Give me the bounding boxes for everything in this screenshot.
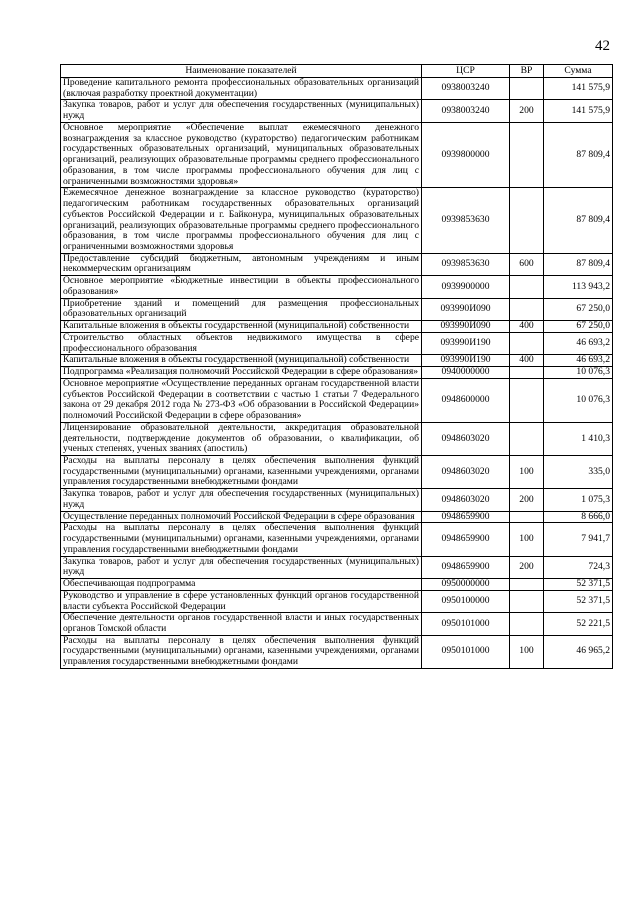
row-name-cell: Подпрограмма «Реализация полномочий Российской Федерации в сфере образования»	[61, 367, 422, 379]
table-row	[61, 100, 613, 122]
table-row	[61, 122, 613, 187]
row-sum-cell: 46 693,2	[544, 332, 613, 354]
table-header-row	[61, 65, 613, 78]
row-name-cell: Руководство и управление в сфере установленных функций органов государственной власти субъекта Российской Федерации	[61, 590, 422, 612]
row-sum-cell: 87 809,4	[544, 188, 613, 253]
row-vr-cell	[510, 276, 544, 298]
row-vr-cell	[510, 613, 544, 635]
row-csr-cell: 0948603020	[422, 422, 510, 455]
row-csr-cell: 0939800000	[422, 122, 510, 187]
table-row	[61, 523, 613, 556]
row-csr-cell: 093990И090	[422, 298, 510, 320]
row-vr-cell	[510, 78, 544, 100]
row-name-cell: Ежемесячное денежное вознаграждение за классное руководство (кураторство) педагогическим работникам государственных образовательных организаций субъектов Российской Федерации и г. Байконура, муниципальных образовательных организаций, реализующих образовательные программы среднего профессионального образования, в том числе программы профессионального обучения для лиц с ограниченными возможностями здоровья	[61, 188, 422, 253]
row-csr-cell: 093990И090	[422, 321, 510, 333]
row-name-cell: Расходы на выплаты персоналу в целях обеспечения выполнения функций государственными (муниципальными) органами, казенными учреждениями, органами управления государственными внебюджетными фондами	[61, 523, 422, 556]
row-vr-cell: 400	[510, 321, 544, 333]
table-row	[61, 556, 613, 578]
row-name-cell: Основное мероприятие «Обеспечение выплат ежемесячного денежного вознаграждения за классное руководство (кураторство) педагогическим работникам государственных образовательных организаций, муниципальных образовательных организаций, реализующих образовательные программы среднего профессионального образования, в том числе программы профессионального обучения для лиц с ограниченными возможностями здоровья»	[61, 122, 422, 187]
row-vr-cell: 100	[510, 455, 544, 488]
row-vr-cell: 200	[510, 556, 544, 578]
row-name-cell: Проведение капитального ремонта профессиональных образовательных организаций (включая разработку проектной документации)	[61, 78, 422, 100]
row-sum-cell: 67 250,0	[544, 298, 613, 320]
row-csr-cell: 0938003240	[422, 78, 510, 100]
table-row	[61, 455, 613, 488]
row-vr-cell	[510, 188, 544, 253]
row-csr-cell: 093990И190	[422, 332, 510, 354]
row-csr-cell: 0948603020	[422, 489, 510, 511]
row-csr-cell: 0939900000	[422, 276, 510, 298]
row-vr-cell: 100	[510, 635, 544, 668]
table-row	[61, 276, 613, 298]
row-sum-cell: 52 221,5	[544, 613, 613, 635]
table-row	[61, 78, 613, 100]
row-csr-cell: 0950101000	[422, 635, 510, 668]
row-vr-cell: 200	[510, 489, 544, 511]
row-vr-cell	[510, 422, 544, 455]
row-sum-cell: 8 666,0	[544, 511, 613, 523]
table-row	[61, 511, 613, 523]
table-row	[61, 253, 613, 275]
row-vr-cell: 400	[510, 355, 544, 367]
table-row	[61, 422, 613, 455]
row-name-cell: Основное мероприятие «Осуществление переданных органам государственной власти субъектов Российской Федерации в соответствии с частью 1 статьи 7 Федерального закона от 29 декабря 2012 года № 273-ФЗ «Об образовании в Российской Федерации» полномочий Российской Федерации в сфере образования»	[61, 378, 422, 422]
row-csr-cell: 0940000000	[422, 367, 510, 379]
row-name-cell: Обеспечение деятельности органов государственной власти и иных государственных органов Томской области	[61, 613, 422, 635]
table-row	[61, 332, 613, 354]
row-name-cell: Лицензирование образовательной деятельности, аккредитация образовательной деятельности, подтверждение документов об образовании, о квалификации, об ученых степенях, ученых званиях (апостиль)	[61, 422, 422, 455]
row-sum-cell: 52 371,5	[544, 579, 613, 591]
row-sum-cell: 335,0	[544, 455, 613, 488]
row-csr-cell: 0948659900	[422, 523, 510, 556]
column-header-name: Наименование показателей	[61, 65, 422, 78]
table-row	[61, 378, 613, 422]
budget-table	[60, 64, 613, 669]
row-vr-cell: 100	[510, 523, 544, 556]
row-name-cell: Основное мероприятие «Бюджетные инвестиции в объекты профессионального образования»	[61, 276, 422, 298]
row-vr-cell	[510, 378, 544, 422]
row-name-cell: Капитальные вложения в объекты государственной (муниципальной) собственности	[61, 321, 422, 333]
column-header-vr: ВР	[510, 65, 544, 78]
row-sum-cell: 1 075,3	[544, 489, 613, 511]
row-vr-cell: 600	[510, 253, 544, 275]
column-header-sum: Сумма	[544, 65, 613, 78]
row-vr-cell	[510, 590, 544, 612]
row-sum-cell: 10 076,3	[544, 378, 613, 422]
row-sum-cell: 141 575,9	[544, 100, 613, 122]
row-csr-cell: 0948659900	[422, 511, 510, 523]
table-row	[61, 579, 613, 591]
row-sum-cell: 67 250,0	[544, 321, 613, 333]
row-sum-cell: 141 575,9	[544, 78, 613, 100]
table-body	[61, 78, 613, 669]
table-row	[61, 613, 613, 635]
row-name-cell: Расходы на выплаты персоналу в целях обеспечения выполнения функций государственными (муниципальными) органами, казенными учреждениями, органами управления государственными внебюджетными фондами	[61, 635, 422, 668]
page-number: 42	[595, 38, 610, 54]
table-row	[61, 188, 613, 253]
table-row	[61, 590, 613, 612]
row-sum-cell: 46 693,2	[544, 355, 613, 367]
row-sum-cell: 113 943,2	[544, 276, 613, 298]
row-name-cell: Капитальные вложения в объекты государственной (муниципальной) собственности	[61, 355, 422, 367]
row-name-cell: Закупка товаров, работ и услуг для обеспечения государственных (муниципальных) нужд	[61, 556, 422, 578]
row-csr-cell: 0950100000	[422, 590, 510, 612]
row-sum-cell: 87 809,4	[544, 253, 613, 275]
table-row	[61, 298, 613, 320]
row-vr-cell: 200	[510, 100, 544, 122]
row-csr-cell: 0939853630	[422, 253, 510, 275]
row-name-cell: Обеспечивающая подпрограмма	[61, 579, 422, 591]
row-sum-cell: 724,3	[544, 556, 613, 578]
row-name-cell: Расходы на выплаты персоналу в целях обеспечения выполнения функций государственными (муниципальными) органами, казенными учреждениями, органами управления государственными внебюджетными фондами	[61, 455, 422, 488]
table-row	[61, 367, 613, 379]
row-name-cell: Закупка товаров, работ и услуг для обеспечения государственных (муниципальных) нужд	[61, 489, 422, 511]
row-sum-cell: 52 371,5	[544, 590, 613, 612]
row-csr-cell: 0948600000	[422, 378, 510, 422]
row-sum-cell: 7 941,7	[544, 523, 613, 556]
row-name-cell: Приобретение зданий и помещений для размещения профессиональных образовательных организаций	[61, 298, 422, 320]
row-name-cell: Закупка товаров, работ и услуг для обеспечения государственных (муниципальных) нужд	[61, 100, 422, 122]
table-row	[61, 635, 613, 668]
row-sum-cell: 46 965,2	[544, 635, 613, 668]
row-vr-cell	[510, 511, 544, 523]
row-vr-cell	[510, 579, 544, 591]
row-sum-cell: 1 410,3	[544, 422, 613, 455]
row-vr-cell	[510, 298, 544, 320]
row-csr-cell: 0938003240	[422, 100, 510, 122]
row-vr-cell	[510, 332, 544, 354]
row-sum-cell: 10 076,3	[544, 367, 613, 379]
table-row	[61, 489, 613, 511]
row-name-cell: Строительство областных объектов недвижимого имущества в сфере профессионального образования	[61, 332, 422, 354]
row-vr-cell	[510, 122, 544, 187]
row-name-cell: Предоставление субсидий бюджетным, автономным учреждениям и иным некоммерческим организациям	[61, 253, 422, 275]
row-name-cell: Осуществление переданных полномочий Российской Федерации в сфере образования	[61, 511, 422, 523]
row-sum-cell: 87 809,4	[544, 122, 613, 187]
row-csr-cell: 0950000000	[422, 579, 510, 591]
table-row	[61, 355, 613, 367]
row-csr-cell: 0950101000	[422, 613, 510, 635]
row-vr-cell	[510, 367, 544, 379]
row-csr-cell: 093990И190	[422, 355, 510, 367]
row-csr-cell: 0948659900	[422, 556, 510, 578]
table-row	[61, 321, 613, 333]
row-csr-cell: 0948603020	[422, 455, 510, 488]
column-header-csr: ЦСР	[422, 65, 510, 78]
row-csr-cell: 0939853630	[422, 188, 510, 253]
